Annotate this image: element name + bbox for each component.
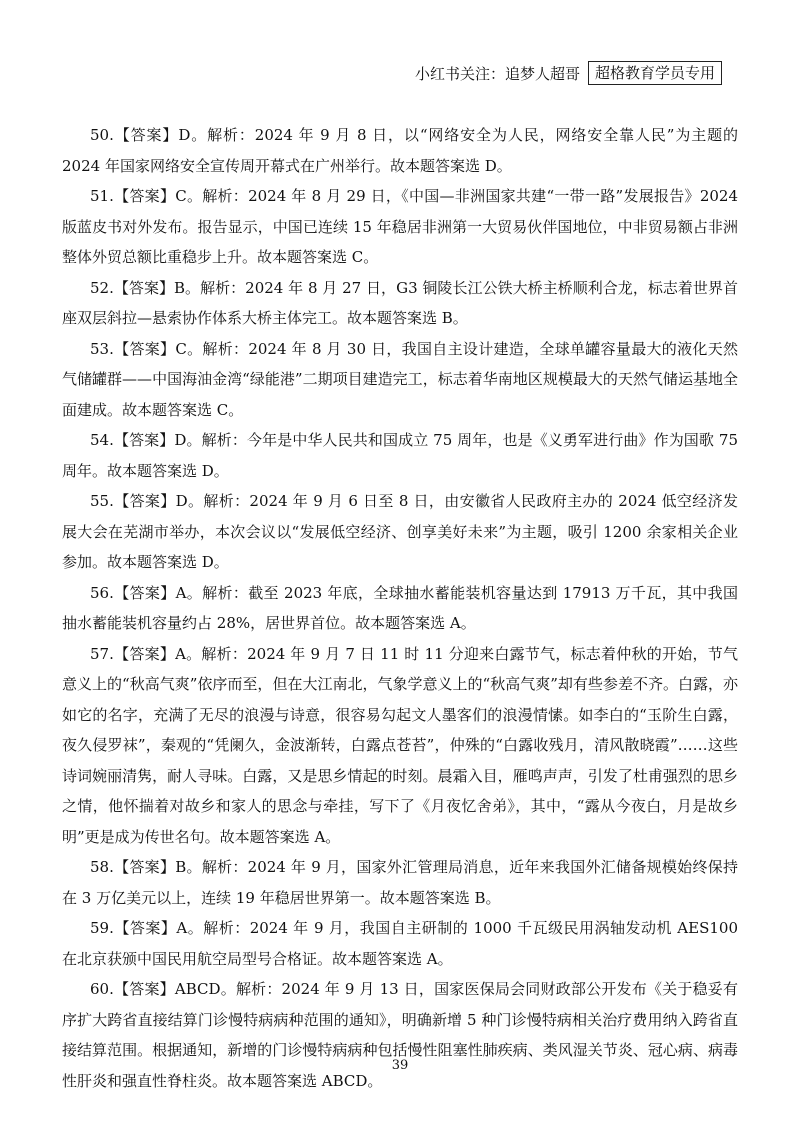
answer-57: 57.【答案】A。解析：2024 年 9 月 7 日 11 时 11 分迎来白露节气，标志着仲秋的开始，节气意义上的“秋高气爽”依序而至，但在大江南北，气象学意义上的“秋高气爽”却有些参差不齐。白露，亦如它的名字，充满了无尽的浪漫与诗意，很容易勾起文人墨客们的浪漫情愫。如李白的“玉阶生白露，夜久侵罗袜”，秦观的“凭阑久，金波渐转，白露点苍苔”，仲殊的“白露收残月，清风散晓霞”……这些诗词婉丽清隽，耐人寻味。白露，又是思乡情起的时刻。晨霜入目，雁鸣声声，引发了杜甫强烈的思乡之情，他怀揣着对故乡和家人的思念与牵挂，写下了《月夜忆舍弟》，其中，“露从今夜白，月是故乡明”更是成为传世名句。故本题答案选 A。	[62, 644, 738, 846]
header-note: 小红书关注：追梦人超哥	[414, 64, 580, 83]
page-number: 39	[391, 1058, 409, 1073]
answer-54: 54.【答案】D。解析：今年是中华人民共和国成立 75 周年，也是《义勇军进行曲》作为国歌 75 周年。故本题答案选 D。	[62, 431, 738, 480]
answer-59: 59.【答案】A。解析：2024 年 9 月，我国自主研制的 1000 千瓦级民用涡轴发动机 AES100 在北京获颁中国民用航空局型号合格证。故本题答案选 A。	[62, 919, 738, 968]
answer-56: 56.【答案】A。解析：截至 2023 年底，全球抽水蓄能装机容量达到 17913 万千瓦，其中我国抽水蓄能装机容量约占 28%，居世界首位。故本题答案选 A。	[62, 583, 738, 632]
answer-53: 53.【答案】C。解析：2024 年 8 月 30 日，我国自主设计建造，全球单罐容量最大的液化天然气储罐群——中国海油金湾“绿能港”二期项目建造完工，标志着华南地区规模最大的天然气储运基地全面建成。故本题答案选 C。	[62, 339, 738, 419]
header-boxed-label: 超格教育学员专用	[588, 61, 722, 85]
answer-52: 52.【答案】B。解析：2024 年 8 月 27 日，G3 铜陵长江公铁大桥主桥顺利合龙，标志着世界首座双层斜拉—悬索协作体系大桥主体完工。故本题答案选 B。	[62, 278, 738, 327]
answer-51: 51.【答案】C。解析：2024 年 8 月 29 日，《中国—非洲国家共建“一带一路”发展报告》2024 版蓝皮书对外发布。报告显示，中国已连续 15 年稳居非洲第一大贸易伙伴国地位，中非贸易额占非洲整体外贸总额比重稳步上升。故本题答案选 C。	[62, 187, 738, 266]
answer-list	[62, 120, 738, 1096]
answer-55: 55.【答案】D。解析：2024 年 9 月 6 日至 8 日，由安徽省人民政府主办的 2024 低空经济发展大会在芜湖市举办，本次会议以“发展低空经济、创享美好未来”为主题，吸引 1200 余家相关企业参加。故本题答案选 D。	[62, 492, 738, 571]
page-header	[415, 60, 722, 86]
answer-58: 58.【答案】B。解析：2024 年 9 月，国家外汇管理局消息，近年来我国外汇储备规模始终保持在 3 万亿美元以上，连续 19 年稳居世界第一。故本题答案选 B。	[62, 858, 738, 907]
answer-60: 60.【答案】ABCD。解析：2024 年 9 月 13 日，国家医保局会同财政部公开发布《关于稳妥有序扩大跨省直接结算门诊慢特病病种范围的通知》，明确新增 5 种门诊慢特病相关治疗费用纳入跨省直接结算范围。根据通知，新增的门诊慢特病病种包括慢性阻塞性肺疾病、类风湿关节炎、冠心病、病毒性肝炎和强直性脊柱炎。故本题答案选 ABCD。	[62, 980, 738, 1090]
answer-50: 50.【答案】D。解析：2024 年 9 月 8 日，以“网络安全为人民，网络安全靠人民”为主题的 2024 年国家网络安全宣传周开幕式在广州举行。故本题答案选 D。	[62, 126, 738, 175]
